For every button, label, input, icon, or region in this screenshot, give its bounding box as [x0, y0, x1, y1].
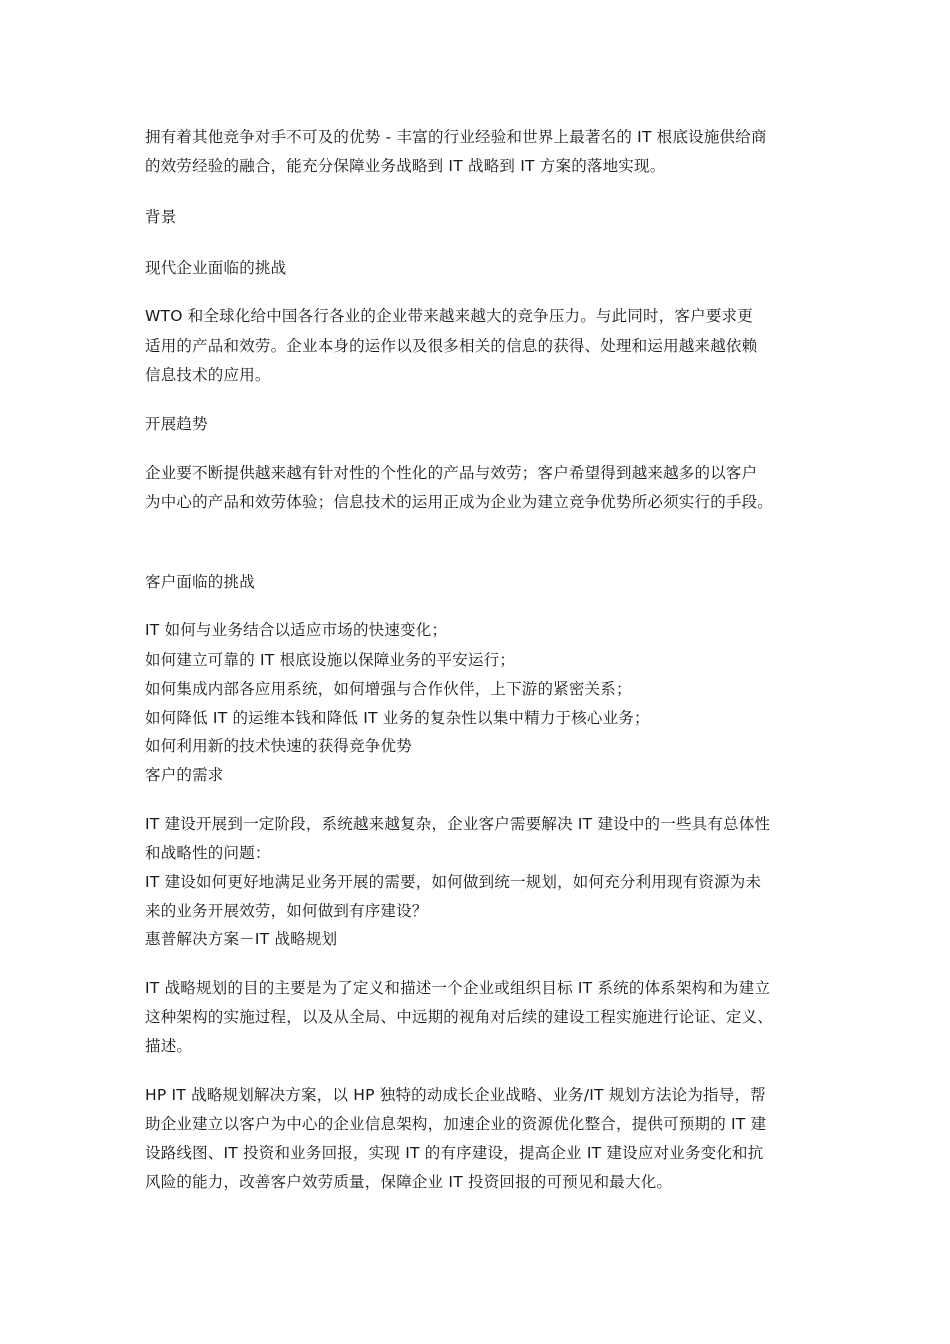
- hp-line-1: HP IT 战略规划解决方案，以 HP 独特的动成长企业战略、业务/IT 规划方法论为指导，帮: [145, 1086, 766, 1104]
- challenge-item: 如何降低 IT 的运维本钱和降低 IT 业务的复杂性以集中精力于核心业务；: [145, 709, 650, 727]
- challenge-item: 如何利用新的技术快速的获得竞争优势: [145, 737, 412, 755]
- trend-line-2: 为中心的产品和效劳体验；信息技术的运用正成为企业为建立竞争优势所必须实行的手段。: [145, 493, 774, 511]
- wto-line-3: 信息技术的应用。: [145, 366, 271, 384]
- needs-line-1: IT 建设开展到一定阶段，系统越来越复杂，企业客户需要解决 IT 建设中的一些具有总体性: [145, 815, 771, 833]
- intro-line-1: 拥有着其他竞争对手不可及的优势 - 丰富的行业经验和世界上最著名的 IT 根底设施供给商: [145, 128, 767, 146]
- planning-line-3: 描述。: [145, 1037, 193, 1055]
- trend-line-1: 企业要不断提供越来越有针对性的个性化的产品与效劳；客户希望得到越来越多的以客户: [145, 464, 758, 482]
- planning-line-2: 这种架构的实施过程，以及从全局、中远期的视角对后续的建设工程实施进行论证、定义、: [145, 1008, 774, 1026]
- needs-line-3: IT 建设如何更好地满足业务开展的需要，如何做到统一规划，如何充分利用现有资源为未: [145, 873, 762, 891]
- trend-heading: 开展趋势: [145, 415, 208, 433]
- customer-challenge-heading: 客户面临的挑战: [145, 573, 255, 591]
- needs-line-4: 来的业务开展效劳，如何做到有序建设？: [145, 902, 428, 920]
- needs-line-2: 和战略性的问题：: [145, 844, 271, 862]
- modern-challenge-heading: 现代企业面临的挑战: [145, 259, 287, 277]
- challenge-item: IT 如何与业务结合以适应市场的快速变化；: [145, 621, 448, 639]
- hp-line-3: 设路线图、IT 投资和业务回报，实现 IT 的有序建设，提高企业 IT 建设应对业务变化和抗: [145, 1144, 764, 1162]
- customer-needs-heading: 客户的需求: [145, 766, 224, 784]
- wto-line-2: 适用的产品和效劳。企业本身的运作以及很多相关的信息的获得、处理和运用越来越依赖: [145, 337, 758, 355]
- background-heading: 背景: [145, 208, 177, 226]
- planning-line-1: IT 战略规划的目的主要是为了定义和描述一个企业或组织目标 IT 系统的体系架构和为建立: [145, 979, 771, 997]
- hp-solution-heading: 惠普解决方案－IT 战略规划: [145, 930, 338, 948]
- challenge-item: 如何建立可靠的 IT 根底设施以保障业务的平安运行；: [145, 651, 516, 669]
- hp-line-4: 风险的能力，改善客户效劳质量，保障企业 IT 投资回报的可预见和最大化。: [145, 1173, 673, 1191]
- wto-line-1: WTO 和全球化给中国各行各业的企业带来越来越大的竞争压力。与此同时，客户要求更: [145, 307, 753, 325]
- intro-line-2: 的效劳经验的融合，能充分保障业务战略到 IT 战略到 IT 方案的落地实现。: [145, 157, 666, 175]
- challenge-item: 如何集成内部各应用系统，如何增强与合作伙伴，上下游的紧密关系；: [145, 680, 632, 698]
- hp-line-2: 助企业建立以客户为中心的企业信息架构，加速企业的资源优化整合，提供可预期的 IT 建: [145, 1115, 767, 1133]
